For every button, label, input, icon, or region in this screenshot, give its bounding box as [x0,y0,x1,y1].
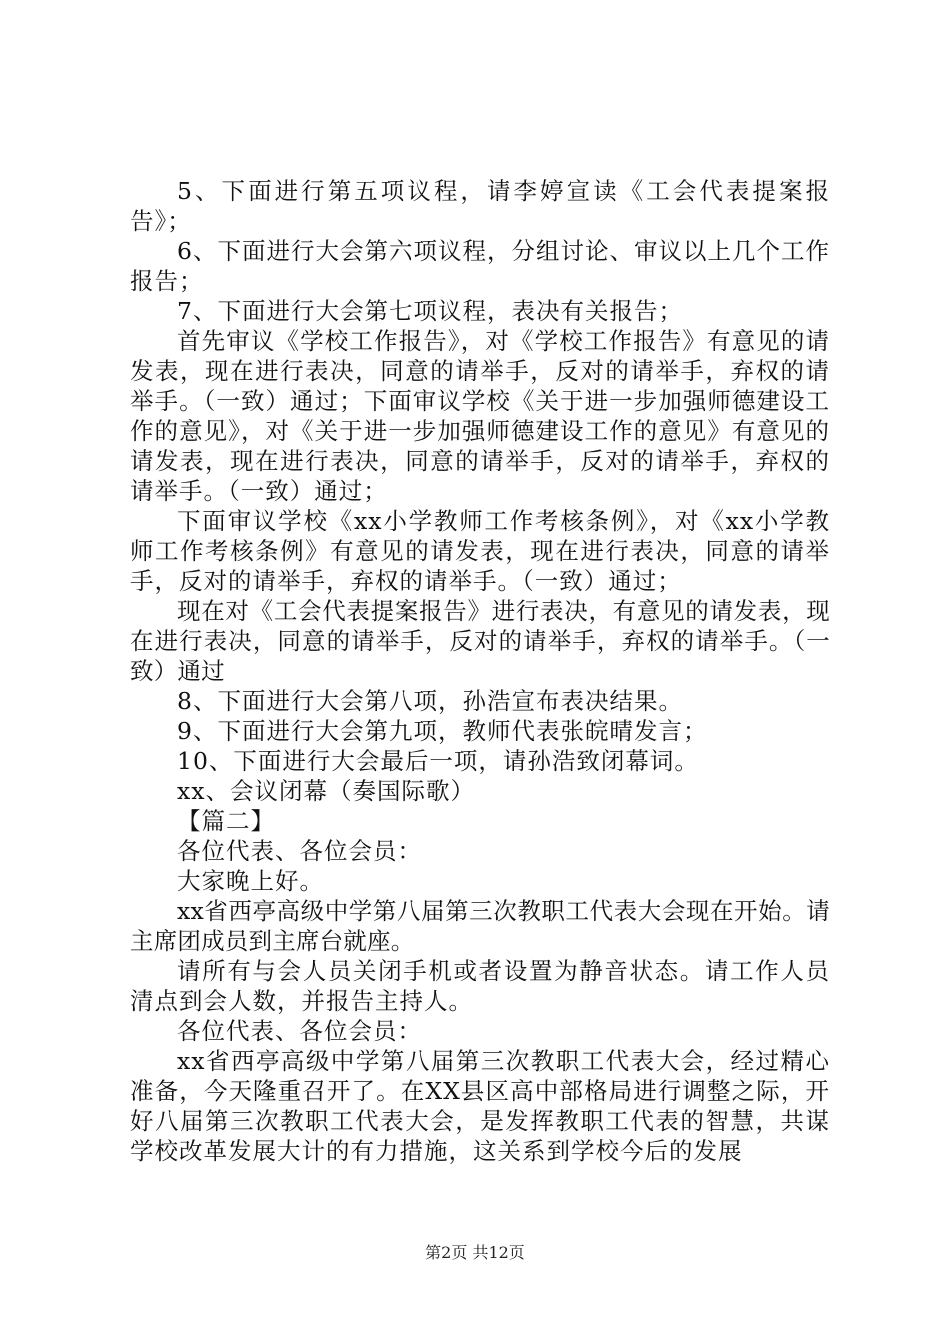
paragraph: 大家晚上好。 [177,867,324,895]
paragraph: xx省西亭高级中学第八届第三次教职工代表大会现在开始。请主席团成员到主席台就座。 [130,897,830,955]
paragraph: 各位代表、各位会员： [177,837,422,865]
paragraph: 首先审议《学校工作报告》，对《学校工作报告》有意见的请发表，现在进行表决，同意的请举手，反对的请举手，弃权的请举手。（一致）通过；下面审议学校《关于进一步加强师德建设工作的意见》，对《关于进一步加强师德建设工作的意见》有意见的请发表，现在进行表决，同意的请举手，反对的请举手，弃权的请举手。（一致）通过； [130,327,830,505]
paragraph: 现在对《工会代表提案报告》进行表决，有意见的请发表，现在进行表决，同意的请举手，反对的请举手，弃权的请举手。（一致）通过 [130,597,830,685]
paragraph: 10、下面进行大会最后一项，请孙浩致闭幕词。 [177,747,699,775]
paragraph: xx、会议闭幕（奏国际歌） [177,777,476,805]
paragraph: 请所有与会人员关闭手机或者设置为静音状态。请工作人员清点到会人数，并报告主持人。 [130,957,830,1015]
paragraph: 8、下面进行大会第八项，孙浩宣布表决结果。 [177,687,683,715]
paragraph: 7、下面进行大会第七项议程，表决有关报告； [177,297,683,325]
paragraph: 下面审议学校《xx小学教师工作考核条例》，对《xx小学教师工作考核条例》有意见的请发表，现在进行表决，同意的请举手，反对的请举手，弃权的请举手。（一致）通过； [130,507,830,595]
paragraph: 9、下面进行大会第九项，教师代表张皖晴发言； [177,717,708,745]
section-heading: 【篇二】 [177,807,275,835]
paragraph: 5、下面进行第五项议程，请李婷宣读《工会代表提案报告》； [130,177,830,235]
document-body [130,176,830,1166]
page-footer: 第2页 共12页 [425,1243,525,1262]
paragraph: 6、下面进行大会第六项议程，分组讨论、审议以上几个工作报告； [130,237,830,295]
paragraph: xx省西亭高级中学第八届第三次教职工代表大会，经过精心准备，今天隆重召开了。在XX县区高中部格局进行调整之际，开好八届第三次教职工代表大会，是发挥教职工代表的智慧，共谋学校改革发展大计的有力措施，这关系到学校今后的发展 [130,1047,830,1165]
paragraph: 各位代表、各位会员： [177,1017,422,1045]
